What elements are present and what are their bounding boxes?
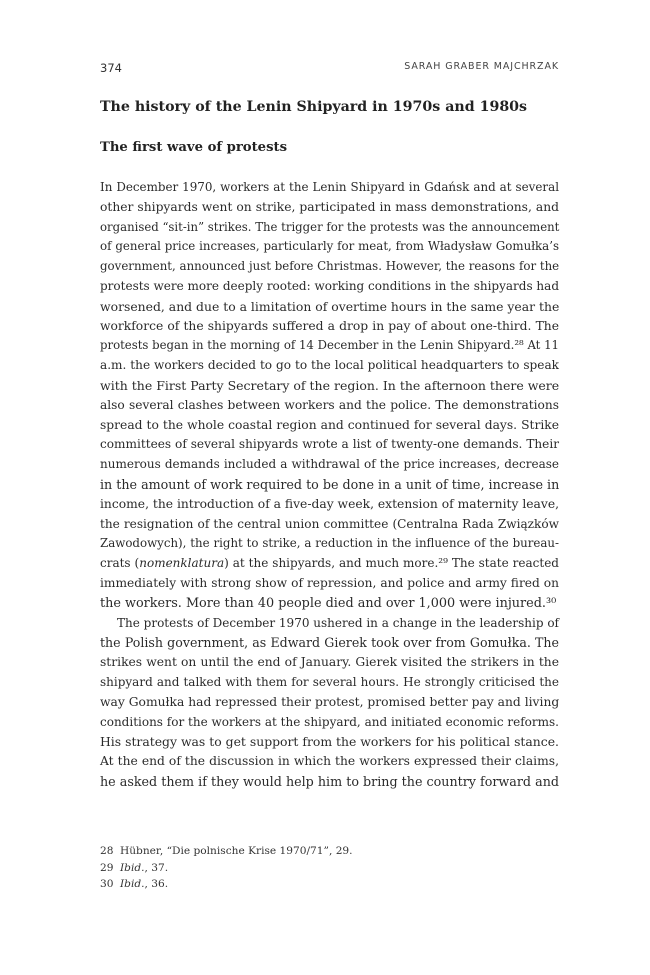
footnote-text: Hübner, “Die polnische Krise 1970/71”, 29. — [120, 845, 353, 857]
footnote-text: , 37. — [144, 861, 169, 874]
text-line: spread to the whole coastal region and continued for several days. Strike — [100, 417, 559, 432]
text-line: with the First Party Secretary of the region. In the afternoon there were — [100, 377, 560, 393]
text-line: protests were more deeply rooted: working conditions in the shipyards had — [100, 278, 559, 293]
text-line: strikes went on until the end of January. Gierek visited the strikers in the — [100, 655, 559, 670]
text-line: income, the introduction of a five-day week, extension of maternity leave, — [100, 496, 560, 511]
footnote-number: 30 — [100, 878, 114, 890]
text-line: he asked them if they would help him to bring the country forward and — [100, 773, 559, 789]
body-text — [100, 178, 559, 792]
footnotes — [100, 843, 559, 893]
text-line: the workers. More than 40 people died and over 1,000 were injured.³⁰ — [100, 595, 557, 611]
section-title: The history of the Lenin Shipyard in 1970s and 1980s — [100, 99, 528, 115]
footnote-number: 28 — [100, 845, 114, 857]
text-line: worsened, and due to a limitation of overtime hours in the same year the — [100, 298, 560, 314]
footnote-number: 29 — [100, 861, 114, 874]
text-line: the resignation of the central union committee (Centralna Rada Związków — [100, 516, 559, 531]
text-line: the Polish government, as Edward Gierek took over from Gomułka. The — [100, 635, 559, 651]
text-line: The protests of December 1970 ushered in a change in the leadership of — [117, 615, 559, 630]
text-line: shipyard and talked with them for several hours. He strongly criticised the — [100, 674, 559, 689]
footnote-italic: Ibid. — [120, 861, 145, 874]
text-line: way Gomułka had repressed their protest, promised better pay and living — [100, 694, 560, 709]
text-line: conditions for the workers at the shipyard, and initiated economic reforms. — [100, 714, 559, 729]
text-line: His strategy was to get support from the workers for his political stance. — [100, 734, 559, 750]
text-line: workforce of the shipyards suffered a drop in pay of about one-third. The — [100, 318, 559, 333]
footnote — [100, 860, 559, 877]
text-line: immediately with strong show of repression, and police and army fired on — [100, 575, 559, 590]
text-segment: crats ( — [100, 556, 140, 571]
paragraph-2 — [100, 614, 559, 792]
paragraph-1 — [100, 178, 559, 614]
text-line — [100, 554, 559, 574]
text-line: At the end of the discussion in which the workers expressed their claims, — [100, 754, 559, 769]
text-line: protests began in the morning of 14 December in the Lenin Shipyard.²⁸ At 11 — [100, 338, 559, 353]
italic-term: nomenklatura — [139, 556, 225, 571]
text-segment: ) at the shipyards, and much more.²⁹ The state reacted — [224, 556, 559, 571]
text-line: other shipyards went on strike, participated in mass demonstrations, and — [100, 199, 559, 214]
text-line: also several clashes between workers and the police. The demonstrations — [100, 397, 559, 412]
text-line: Zawodowych), the right to strike, a reduction in the influence of the bureau- — [100, 536, 559, 551]
text-line: government, announced just before Christmas. However, the reasons for the — [100, 259, 560, 274]
footnote-text: , 36. — [144, 878, 169, 890]
text-line: of general price increases, particularly for meat, from Władysław Gomułka’s — [100, 239, 559, 254]
subsection-title: The first wave of protests — [100, 140, 288, 155]
text-line: In December 1970, workers at the Lenin Shipyard in Gdańsk and at several — [100, 180, 559, 194]
text-line: numerous demands included a withdrawal of the price increases, decrease — [100, 457, 559, 472]
footnote-italic: Ibid. — [120, 878, 145, 890]
footnote — [100, 843, 559, 860]
page-number: 374 — [100, 61, 122, 75]
page-header — [100, 61, 559, 77]
text-line: a.m. the workers decided to go to the local political headquarters to speak — [100, 358, 559, 373]
running-head: SARAH GRABER MAJCHRZAK — [404, 61, 559, 72]
text-line: committees of several shipyards wrote a list of twenty-one demands. Their — [100, 437, 559, 452]
text-line: in the amount of work required to be done in a unit of time, increase in — [100, 476, 560, 492]
footnote — [100, 876, 559, 893]
text-line: organised “sit-in” strikes. The trigger for the protests was the announcement — [100, 219, 560, 234]
